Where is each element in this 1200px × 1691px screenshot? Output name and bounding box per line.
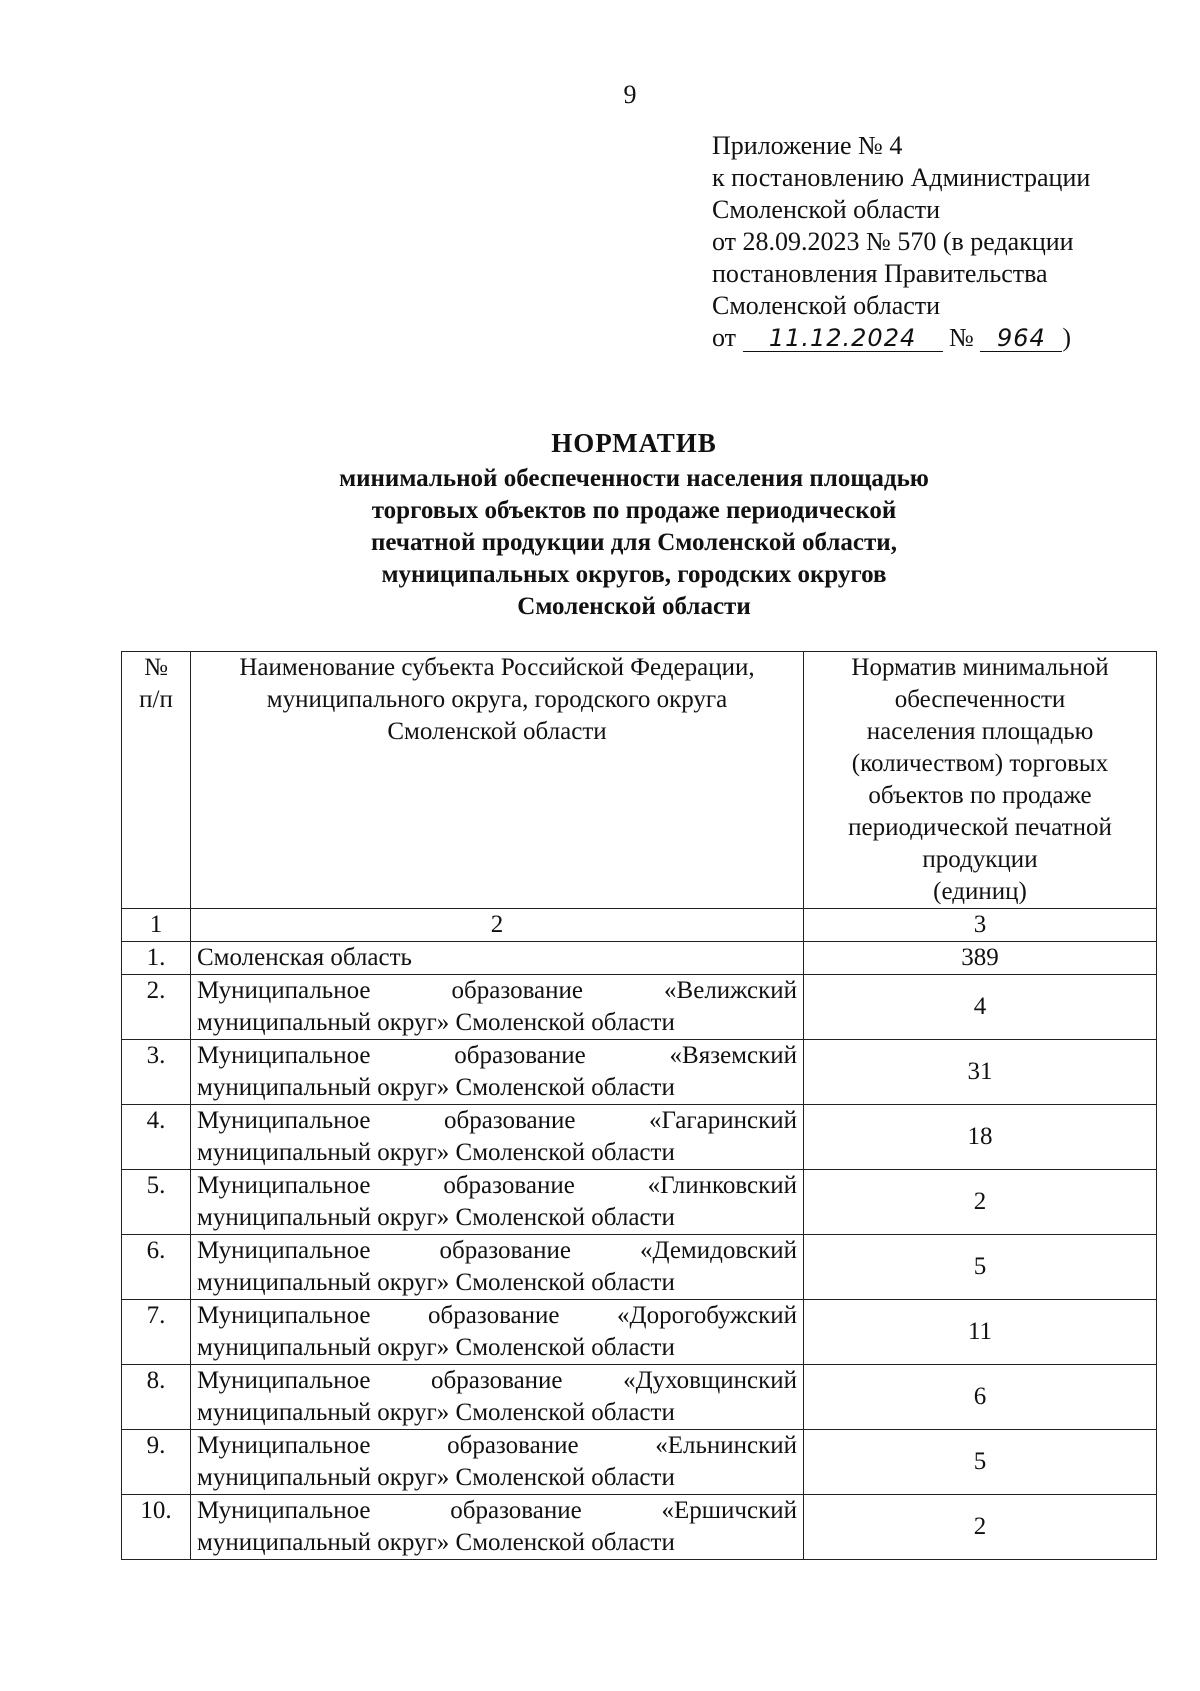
row-name-line: муниципальный округ» Смоленской области bbox=[197, 1334, 675, 1361]
column-number-row bbox=[122, 909, 1157, 942]
row-value: 6 bbox=[804, 1365, 1157, 1430]
row-number: 5. bbox=[122, 1170, 191, 1235]
row-name bbox=[191, 1235, 804, 1300]
column-number: 2 bbox=[191, 909, 804, 942]
from-prefix: от bbox=[712, 323, 737, 352]
row-number: 3. bbox=[122, 1040, 191, 1105]
column-number: 3 bbox=[804, 909, 1157, 942]
signature-line bbox=[712, 322, 1090, 354]
row-name bbox=[191, 1105, 804, 1170]
row-name bbox=[191, 1300, 804, 1365]
row-name bbox=[191, 1430, 804, 1495]
row-value: 11 bbox=[804, 1300, 1157, 1365]
row-number: 10. bbox=[122, 1495, 191, 1560]
appendix-line: к постановлению Администрации bbox=[712, 163, 1091, 192]
table-row bbox=[122, 975, 1157, 1040]
row-value: 2 bbox=[804, 1495, 1157, 1560]
row-number: 4. bbox=[122, 1105, 191, 1170]
row-name bbox=[191, 1040, 804, 1105]
row-value: 4 bbox=[804, 975, 1157, 1040]
appendix-block bbox=[712, 130, 1090, 354]
header-text: муниципального округа, городского округа bbox=[266, 686, 728, 713]
row-value: 5 bbox=[804, 1235, 1157, 1300]
closing-paren: ) bbox=[1062, 323, 1072, 352]
row-name bbox=[191, 1170, 804, 1235]
row-name-line: Муниципальное образование «Ельнинский bbox=[197, 1432, 797, 1459]
table-header-row bbox=[122, 652, 1157, 909]
normative-table bbox=[121, 651, 1157, 1560]
header-text: п/п bbox=[139, 686, 173, 713]
row-name-line: муниципальный округ» Смоленской области bbox=[197, 1464, 675, 1491]
header-col-number bbox=[122, 652, 191, 909]
table-row bbox=[122, 1040, 1157, 1105]
header-text: обеспеченности bbox=[894, 686, 1066, 713]
number-sign: № bbox=[949, 323, 974, 352]
header-col-name bbox=[191, 652, 804, 909]
row-value: 389 bbox=[804, 942, 1157, 975]
appendix-line: Смоленской области bbox=[712, 291, 941, 320]
header-text: № bbox=[144, 654, 168, 681]
row-number: 8. bbox=[122, 1365, 191, 1430]
row-value: 31 bbox=[804, 1040, 1157, 1105]
row-name bbox=[191, 975, 804, 1040]
header-text: продукции bbox=[922, 846, 1038, 873]
header-col-normative bbox=[804, 652, 1157, 909]
table-row bbox=[122, 1365, 1157, 1430]
table-row bbox=[122, 1300, 1157, 1365]
row-name-line: муниципальный округ» Смоленской области bbox=[197, 1204, 675, 1231]
table-row bbox=[122, 1430, 1157, 1495]
row-number: 6. bbox=[122, 1235, 191, 1300]
appendix-line: Приложение № 4 bbox=[712, 131, 903, 160]
table-row bbox=[122, 942, 1157, 975]
row-name-line: Муниципальное образование «Дорогобужский bbox=[197, 1302, 797, 1329]
appendix-line: Смоленской области bbox=[712, 195, 941, 224]
header-text: объектов по продаже bbox=[868, 782, 1092, 809]
header-text: периодической печатной bbox=[848, 814, 1112, 841]
row-name-line: Муниципальное образование «Духовщинский bbox=[197, 1367, 797, 1394]
header-text: (количеством) торговых bbox=[851, 750, 1109, 777]
table-row bbox=[122, 1495, 1157, 1560]
table-row bbox=[122, 1235, 1157, 1300]
row-name-line: муниципальный округ» Смоленской области bbox=[197, 1074, 675, 1101]
row-name-line: муниципальный округ» Смоленской области bbox=[197, 1269, 675, 1296]
row-name-line: Муниципальное образование «Ершичский bbox=[197, 1497, 797, 1524]
header-text: Смоленской области bbox=[387, 718, 607, 745]
row-name: Смоленская область bbox=[191, 942, 804, 975]
row-name-line: Муниципальное образование «Глинковский bbox=[197, 1172, 797, 1199]
row-value: 2 bbox=[804, 1170, 1157, 1235]
table-row bbox=[122, 1105, 1157, 1170]
row-name-line: муниципальный округ» Смоленской области bbox=[197, 1139, 675, 1166]
header-text: Норматив минимальной bbox=[851, 654, 1109, 681]
row-name-line: Муниципальное образование «Вяземский bbox=[197, 1042, 797, 1069]
row-value: 18 bbox=[804, 1105, 1157, 1170]
appendix-line: от 28.09.2023 № 570 (в редакции bbox=[712, 227, 1074, 256]
row-name bbox=[191, 1365, 804, 1430]
handwritten-number: 964 bbox=[980, 325, 1062, 352]
column-number: 1 bbox=[122, 909, 191, 942]
table-row bbox=[122, 1170, 1157, 1235]
row-number: 2. bbox=[122, 975, 191, 1040]
appendix-line: постановления Правительства bbox=[712, 259, 1048, 288]
row-name-line: Муниципальное образование «Демидовский bbox=[197, 1237, 797, 1264]
subtitle-line: торговых объектов по продаже периодической bbox=[371, 497, 897, 524]
row-name-line: муниципальный округ» Смоленской области bbox=[197, 1399, 675, 1426]
header-text: населения площадью bbox=[866, 718, 1094, 745]
subtitle-line: муниципальных округов, городских округов bbox=[381, 561, 887, 588]
document-title: НОРМАТИВ bbox=[551, 428, 717, 458]
row-number: 1. bbox=[122, 942, 191, 975]
row-value: 5 bbox=[804, 1430, 1157, 1495]
subtitle-line: минимальной обеспеченности населения площадью bbox=[339, 465, 929, 492]
row-name-line: муниципальный округ» Смоленской области bbox=[197, 1009, 675, 1036]
title-block bbox=[0, 428, 1200, 623]
row-name-line: Муниципальное образование «Гагаринский bbox=[197, 1107, 797, 1134]
subtitle-line: печатной продукции для Смоленской области, bbox=[371, 529, 897, 556]
row-number: 7. bbox=[122, 1300, 191, 1365]
row-number: 9. bbox=[122, 1430, 191, 1495]
row-name-line: муниципальный округ» Смоленской области bbox=[197, 1529, 675, 1556]
header-text: Наименование субъекта Российской Федерации, bbox=[239, 654, 755, 681]
row-name-line: Муниципальное образование «Велижский bbox=[197, 977, 797, 1004]
handwritten-date: 11.12.2024 bbox=[743, 325, 943, 352]
document-subtitle bbox=[0, 463, 1200, 623]
page-number: 9 bbox=[623, 80, 637, 109]
subtitle-line: Смоленской области bbox=[517, 593, 751, 620]
row-name bbox=[191, 1495, 804, 1560]
header-text: (единиц) bbox=[933, 878, 1027, 905]
